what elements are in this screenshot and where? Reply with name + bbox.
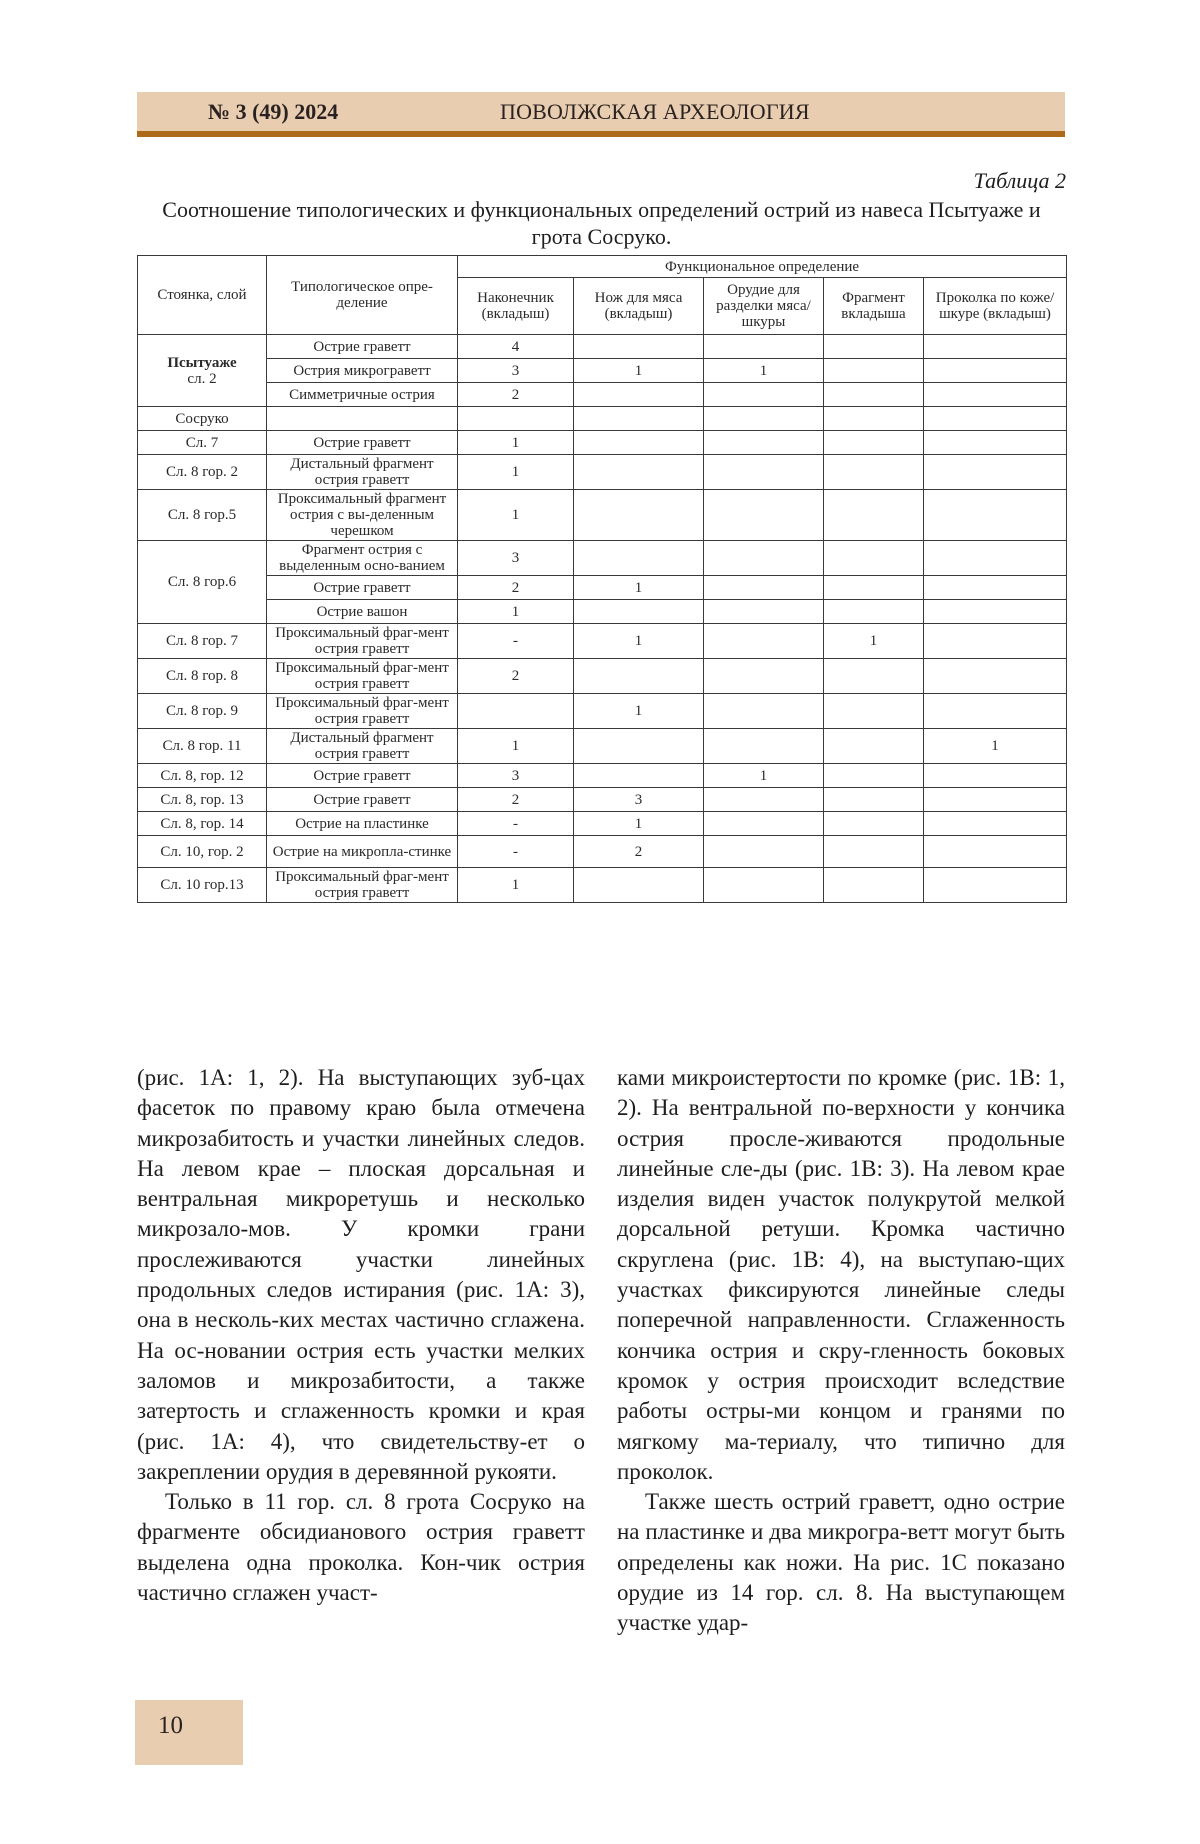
- site-layer-cell: [138, 694, 267, 729]
- functional-value-cell: [824, 812, 924, 836]
- functional-value-cell: [574, 729, 704, 764]
- page-number: 10: [158, 1712, 183, 1739]
- functional-value-cell: [924, 431, 1067, 455]
- functional-value-cell: [924, 764, 1067, 788]
- functional-value-cell: [824, 788, 924, 812]
- functional-value-cell: [574, 407, 704, 431]
- functional-value-cell: 1: [458, 490, 574, 541]
- table-row: [138, 659, 1067, 694]
- functional-value-cell: [824, 694, 924, 729]
- site-layer-cell: [138, 659, 267, 694]
- site-layer-cell: [138, 812, 267, 836]
- functional-value-cell: [704, 383, 824, 407]
- functional-value-cell: 1: [574, 812, 704, 836]
- data-table: [137, 255, 1067, 903]
- table-row: [138, 455, 1067, 490]
- functional-value-cell: [704, 624, 824, 659]
- functional-value-cell: [574, 490, 704, 541]
- site-layer-cell: [138, 729, 267, 764]
- functional-value-cell: [704, 407, 824, 431]
- table-row: [138, 407, 1067, 431]
- site-layer-cell: [138, 541, 267, 624]
- table-row: [138, 868, 1067, 903]
- table-row: [138, 836, 1067, 868]
- site-layer-cell: [138, 868, 267, 903]
- site-layer-cell: [138, 624, 267, 659]
- functional-value-cell: [824, 359, 924, 383]
- functional-value-cell: [924, 407, 1067, 431]
- functional-value-cell: 2: [458, 788, 574, 812]
- functional-value-cell: [924, 812, 1067, 836]
- typological-cell: Острие граветт: [267, 431, 458, 455]
- typological-cell: Острие граветт: [267, 764, 458, 788]
- table-row: [138, 812, 1067, 836]
- table-row: [138, 383, 1067, 407]
- header-functional-col: Нож для мяса (вкладыш): [574, 278, 704, 335]
- functional-value-cell: [574, 764, 704, 788]
- functional-value-cell: [574, 455, 704, 490]
- functional-value-cell: [824, 335, 924, 359]
- running-head: [137, 92, 1065, 131]
- header-typological: Типологическое опре-деление: [267, 256, 458, 335]
- functional-value-cell: 3: [574, 788, 704, 812]
- functional-value-cell: 1: [458, 431, 574, 455]
- functional-value-cell: [924, 576, 1067, 600]
- functional-value-cell: [824, 455, 924, 490]
- site-layer-cell: [138, 490, 267, 541]
- functional-value-cell: [824, 764, 924, 788]
- functional-value-cell: [704, 600, 824, 624]
- functional-value-cell: [824, 431, 924, 455]
- typological-cell: Острие на микропла-стинке: [267, 836, 458, 868]
- site-layer-cell: [138, 335, 267, 407]
- functional-value-cell: -: [458, 812, 574, 836]
- functional-value-cell: 3: [458, 359, 574, 383]
- table-row: [138, 431, 1067, 455]
- table-caption: Соотношение типологических и функциональных определений острий из навеса Псытуаже и грота Сосруко.: [162, 197, 1041, 249]
- typological-cell: Острия микрограветт: [267, 359, 458, 383]
- header-functional-col: Фрагмент вкладыша: [824, 278, 924, 335]
- functional-value-cell: 1: [924, 729, 1067, 764]
- functional-value-cell: -: [458, 836, 574, 868]
- journal-title: ПОВОЛЖСКАЯ АРХЕОЛОГИЯ: [500, 99, 810, 124]
- site-layer-cell: [138, 455, 267, 490]
- functional-value-cell: [924, 335, 1067, 359]
- functional-value-cell: [824, 407, 924, 431]
- functional-value-cell: [574, 868, 704, 903]
- functional-value-cell: 2: [458, 576, 574, 600]
- typological-cell: Проксимальный фраг-мент острия граветт: [267, 868, 458, 903]
- functional-value-cell: [824, 729, 924, 764]
- table-row: [138, 576, 1067, 600]
- header-functional-col: Орудие для разделки мяса/шкуры: [704, 278, 824, 335]
- functional-value-cell: [704, 455, 824, 490]
- site-layer-cell: [138, 407, 267, 431]
- functional-value-cell: [704, 812, 824, 836]
- functional-value-cell: [574, 335, 704, 359]
- functional-value-cell: [704, 836, 824, 868]
- functional-value-cell: [574, 431, 704, 455]
- typological-cell: Проксимальный фраг-мент острия граветт: [267, 694, 458, 729]
- functional-value-cell: 1: [704, 764, 824, 788]
- table-row: [138, 788, 1067, 812]
- functional-value-cell: [924, 836, 1067, 868]
- table-row: [138, 624, 1067, 659]
- site-name: Сосруко: [175, 410, 229, 427]
- table-row: [138, 335, 1067, 359]
- functional-value-cell: 1: [824, 624, 924, 659]
- functional-value-cell: 1: [458, 729, 574, 764]
- site-name: Сл. 8 гор.6: [167, 574, 237, 590]
- table-label: Таблица 2: [973, 168, 1066, 193]
- site-layer: сл. 2: [187, 370, 217, 387]
- functional-value-cell: [924, 359, 1067, 383]
- body-column-right: [617, 1063, 1065, 1639]
- site-name: Сл. 8 гор. 7: [165, 633, 239, 649]
- functional-value-cell: [824, 576, 924, 600]
- functional-value-cell: [458, 407, 574, 431]
- site-layer-cell: [138, 431, 267, 455]
- typological-cell: Фрагмент острия с выделенным осно-ванием: [267, 541, 458, 576]
- header-functional-group: Функциональное определение: [458, 256, 1067, 278]
- functional-value-cell: [824, 836, 924, 868]
- typological-cell: Острие граветт: [267, 576, 458, 600]
- page-number-box: [135, 1700, 243, 1765]
- functional-value-cell: 1: [458, 868, 574, 903]
- functional-value-cell: 2: [458, 659, 574, 694]
- functional-value-cell: [704, 431, 824, 455]
- site-name: Псытуаже: [167, 354, 237, 371]
- functional-value-cell: 1: [574, 694, 704, 729]
- functional-value-cell: [924, 490, 1067, 541]
- functional-value-cell: [704, 576, 824, 600]
- typological-cell: Острие на пластинке: [267, 812, 458, 836]
- functional-value-cell: 2: [574, 836, 704, 868]
- functional-value-cell: [824, 659, 924, 694]
- functional-value-cell: 1: [458, 600, 574, 624]
- site-name: Сл. 8, гор. 14: [160, 815, 244, 832]
- typological-cell: Проксимальный фраг-мент острия граветт: [267, 659, 458, 694]
- functional-value-cell: [704, 868, 824, 903]
- table-body: [138, 335, 1067, 903]
- functional-value-cell: 3: [458, 541, 574, 576]
- typological-cell: Проксимальный фраг-мент острия граветт: [267, 624, 458, 659]
- functional-value-cell: 1: [704, 359, 824, 383]
- functional-value-cell: 1: [574, 359, 704, 383]
- functional-value-cell: 1: [574, 576, 704, 600]
- functional-value-cell: [824, 541, 924, 576]
- site-name: Сл. 7: [185, 434, 219, 451]
- functional-value-cell: 1: [574, 624, 704, 659]
- body-paragraph: Только в 11 гор. сл. 8 грота Сосруко на фрагменте обсидианового острия граветт выделена одна проколка. Кон-чик острия частично сглажен участ-: [137, 1489, 585, 1606]
- functional-value-cell: [704, 490, 824, 541]
- header-functional-col: Проколка по коже/шкуре (вкладыш): [924, 278, 1067, 335]
- table-row: [138, 359, 1067, 383]
- functional-value-cell: [924, 788, 1067, 812]
- table-row: [138, 729, 1067, 764]
- functional-value-cell: [924, 383, 1067, 407]
- functional-value-cell: 2: [458, 383, 574, 407]
- functional-value-cell: [924, 694, 1067, 729]
- site-layer-cell: [138, 788, 267, 812]
- functional-value-cell: [824, 868, 924, 903]
- functional-value-cell: 4: [458, 335, 574, 359]
- functional-value-cell: [824, 600, 924, 624]
- functional-value-cell: [824, 490, 924, 541]
- site-name: Сл. 10 гор.13: [160, 877, 244, 893]
- table-row: [138, 694, 1067, 729]
- body-paragraph: (рис. 1А: 1, 2). На выступающих зуб-цах фасеток по правому краю была отмечена микрозабитость и участки линейных следов. На левом крае – плоская дорсальная и вентральная микроретушь и несколько микрозало-мов. У кромки грани прослеживаются участки линейных продольных следов истирания (рис. 1А: 3), она в несколь-ких местах частично сглажена. На ос-новании острия есть участки мелких заломов и микрозабитости, а также затертость и сглаженность кромки и края (рис. 1А: 4), что свидетельству-ет о закреплении орудия в деревянной рукояти.: [137, 1065, 585, 1484]
- functional-value-cell: [574, 659, 704, 694]
- typological-cell: Симметричные острия: [267, 383, 458, 407]
- functional-value-cell: 1: [458, 455, 574, 490]
- functional-value-cell: 3: [458, 764, 574, 788]
- functional-value-cell: [924, 659, 1067, 694]
- site-name: Сл. 8, гор. 12: [160, 767, 244, 784]
- header-functional-col: Наконечник (вкладыш): [458, 278, 574, 335]
- functional-value-cell: [924, 600, 1067, 624]
- site-name: Сл. 8 гор. 2: [165, 464, 239, 480]
- site-name: Сл. 8, гор. 13: [160, 791, 244, 808]
- typological-cell: Острие граветт: [267, 335, 458, 359]
- site-name: Сл. 10, гор. 2: [160, 843, 244, 860]
- typological-cell: Дистальный фрагмент острия граветт: [267, 455, 458, 490]
- functional-value-cell: [824, 383, 924, 407]
- functional-value-cell: [704, 694, 824, 729]
- functional-value-cell: [704, 541, 824, 576]
- typological-cell: Проксимальный фрагмент острия с вы-деленным черешком: [267, 490, 458, 541]
- functional-value-cell: [458, 694, 574, 729]
- site-name: Сл. 8 гор. 8: [165, 668, 239, 684]
- site-name: Сл. 8 гор. 11: [162, 738, 242, 754]
- site-layer-cell: [138, 764, 267, 788]
- functional-value-cell: [574, 541, 704, 576]
- functional-value-cell: [704, 788, 824, 812]
- site-layer-cell: [138, 836, 267, 868]
- header-site-layer: Стоянка, слой: [138, 256, 267, 335]
- functional-value-cell: [924, 624, 1067, 659]
- body-paragraph: ками микроистертости по кромке (рис. 1В: 1, 2). На вентральной по-верхности у кончика острия просле-живаются продольные линейные сле-ды (рис. 1В: 3). На левом крае изделия виден участок полукрутой мелкой дорсальной ретуши. Кромка частично скруглена (рис. 1В: 4), на выступаю-щих участках фиксируются линейные следы поперечной направленности. Сглаженность кончика острия и скру-гленность боковых кромок у острия происходит вследствие работы остры-ми концом и гранями по мягкому ма-териалу, что типично для проколок.: [617, 1065, 1065, 1484]
- table-row: [138, 541, 1067, 576]
- functional-value-cell: -: [458, 624, 574, 659]
- table-row: [138, 600, 1067, 624]
- functional-value-cell: [574, 383, 704, 407]
- typological-cell: Дистальный фрагмент острия граветт: [267, 729, 458, 764]
- functional-value-cell: [704, 335, 824, 359]
- typological-cell: [267, 407, 458, 431]
- table-row: [138, 764, 1067, 788]
- functional-value-cell: [704, 729, 824, 764]
- functional-value-cell: [924, 455, 1067, 490]
- body-paragraph: Также шесть острий граветт, одно острие на пластинке и два микрогра-ветт могут быть определены как ножи. На рис. 1С показано орудие из 14 гор. сл. 8. На выступающем участке удар-: [617, 1489, 1065, 1636]
- typological-cell: Острие граветт: [267, 788, 458, 812]
- site-name: Сл. 8 гор.5: [167, 507, 237, 523]
- site-name: Сл. 8 гор. 9: [165, 703, 239, 719]
- typological-cell: Острие вашон: [267, 600, 458, 624]
- table-row: [138, 490, 1067, 541]
- header-rule: [137, 131, 1065, 137]
- functional-value-cell: [574, 600, 704, 624]
- functional-value-cell: [924, 868, 1067, 903]
- issue-number: № 3 (49) 2024: [208, 99, 339, 124]
- functional-value-cell: [704, 659, 824, 694]
- functional-value-cell: [924, 541, 1067, 576]
- body-column-left: [137, 1063, 585, 1608]
